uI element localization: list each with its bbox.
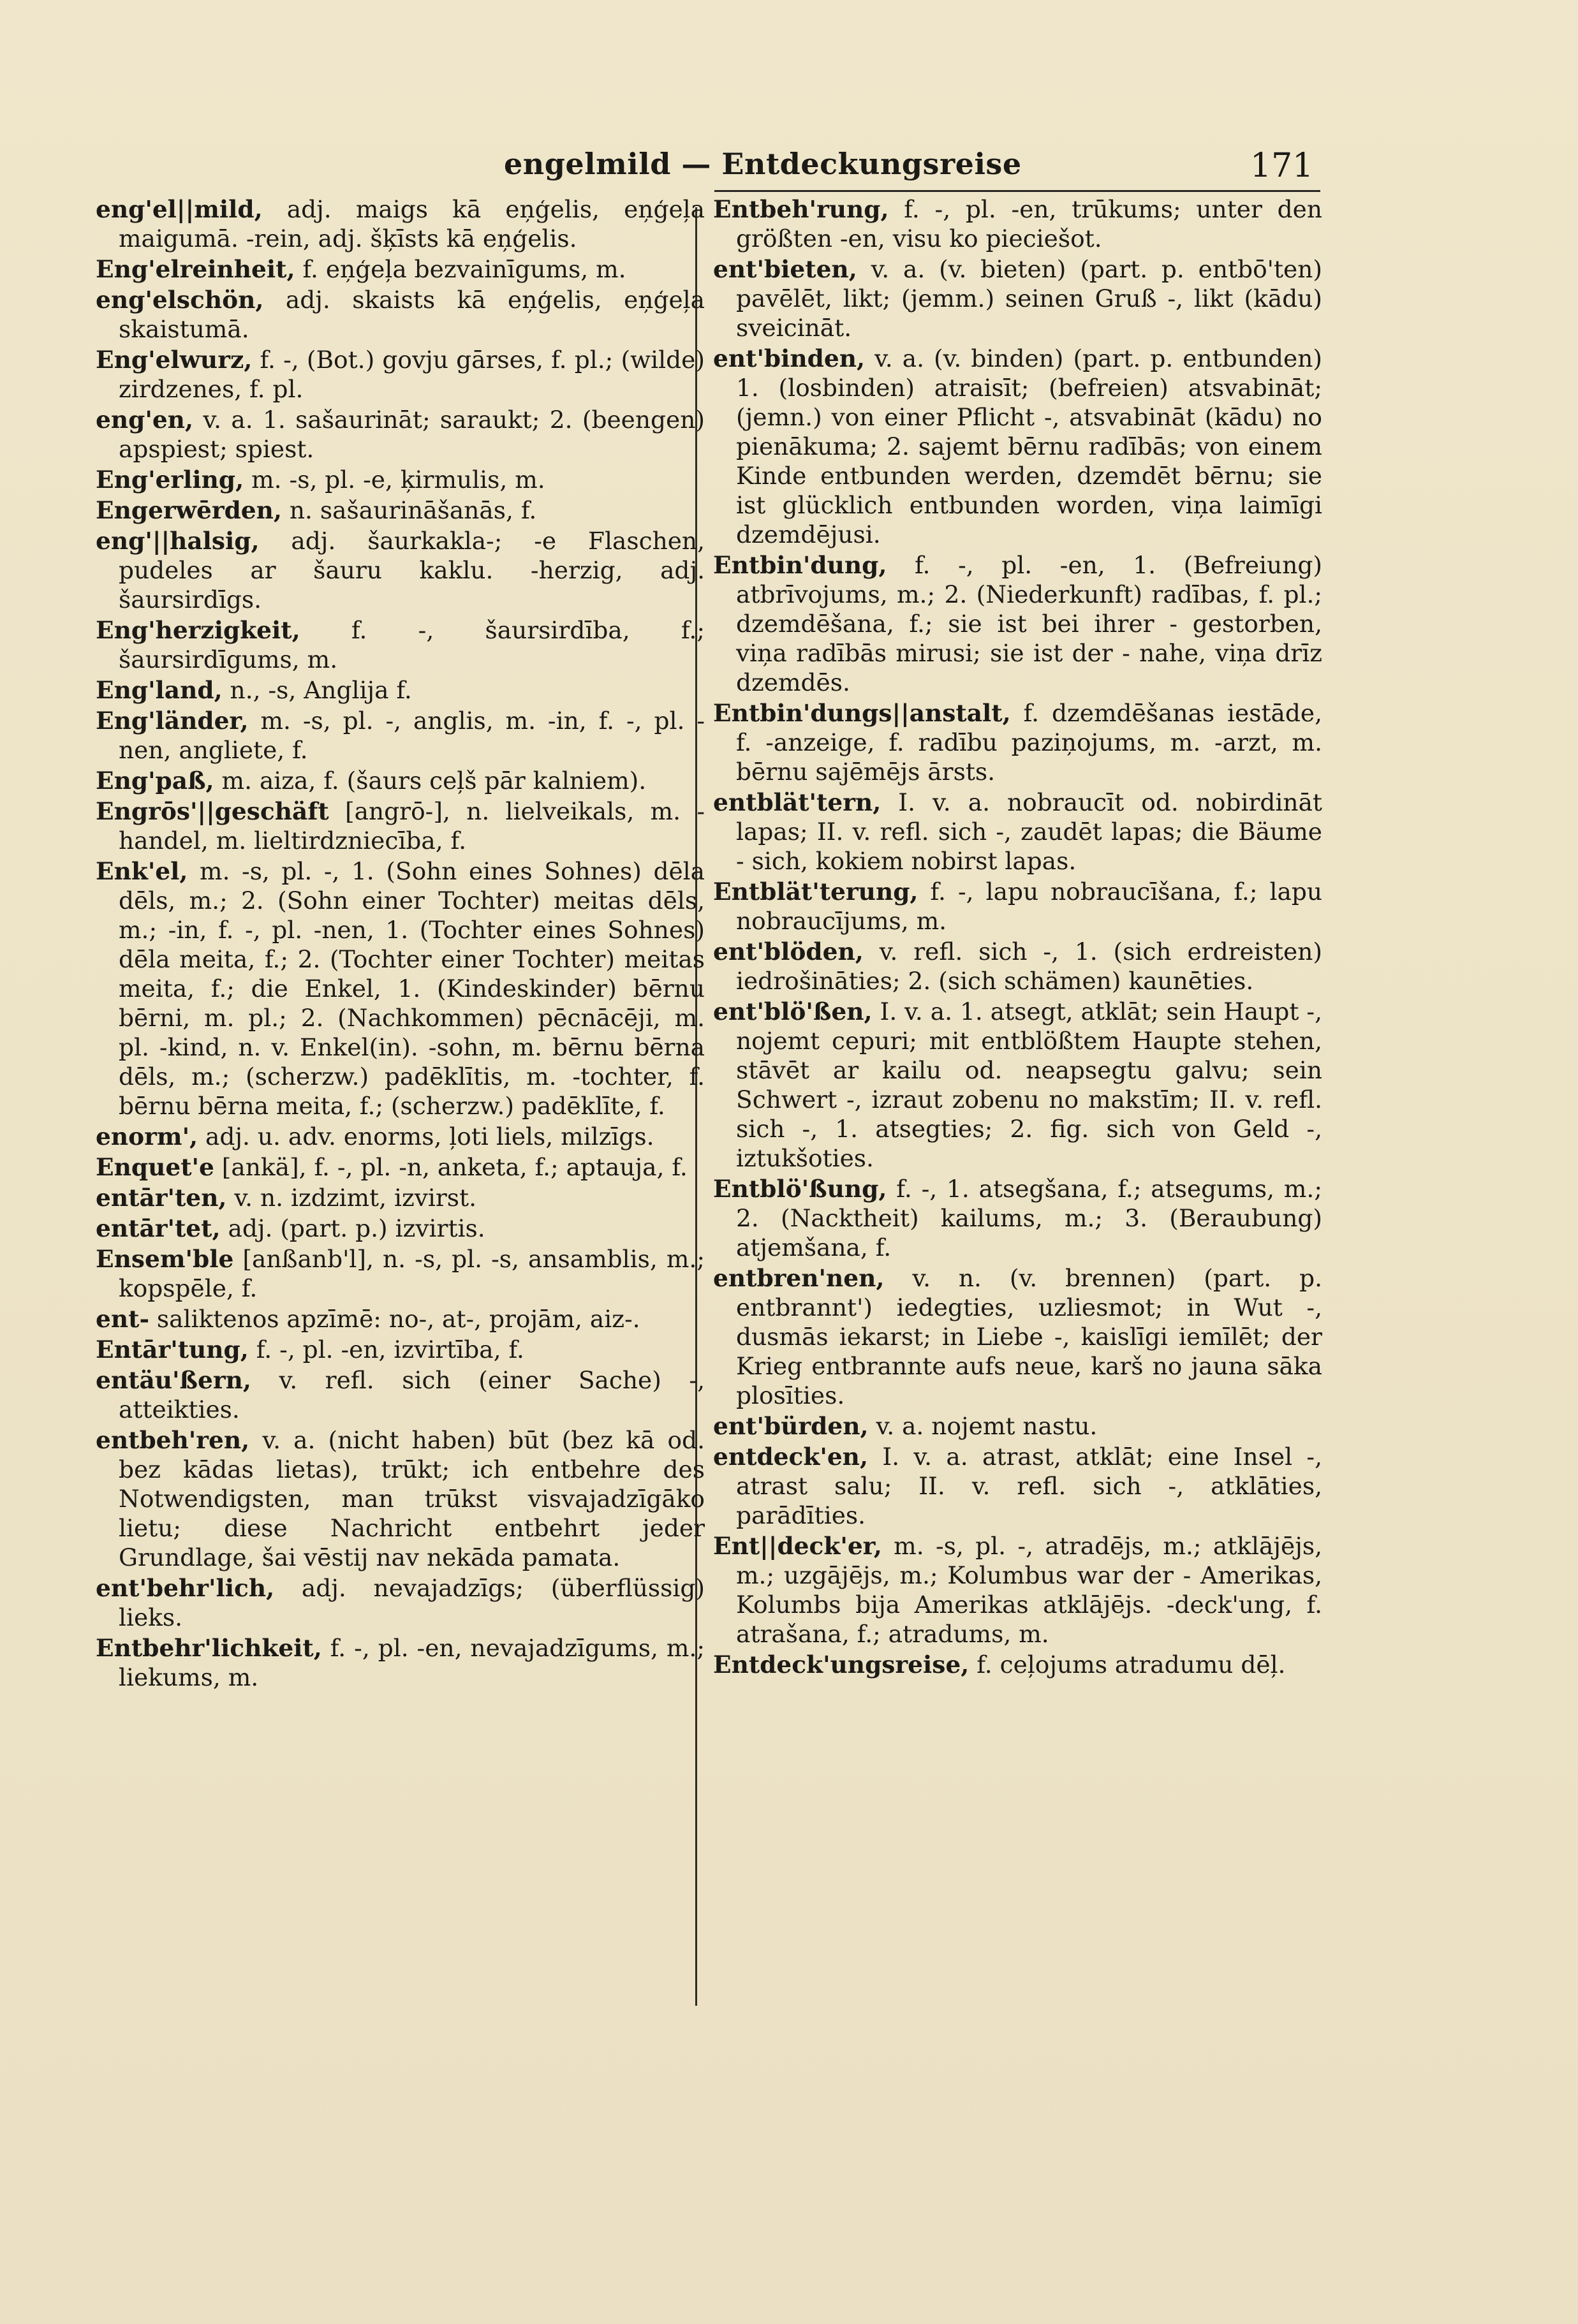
dictionary-entry [713, 550, 1322, 697]
entry-headword: Entbehr'lichkeit, [96, 1634, 322, 1662]
entry-definition: v. a. nojemt nastu. [868, 1412, 1098, 1440]
entry-headword: entdeck'en, [713, 1443, 868, 1471]
dictionary-entry [96, 1304, 705, 1334]
entry-headword: Eng'länder, [96, 707, 249, 735]
entry-headword: Enk'el, [96, 857, 188, 885]
entry-definition: v. n. (v. brennen) (part. p. entbrannt') iedegties, uzliesmot; in Wut -, dusmās iekarst; in Liebe -, kaislīgi iemīlēt; der Krieg entbrannte aufs neue, karš no jauna sāka plosīties. [736, 1264, 1322, 1409]
entry-definition: [anßanb'l], n. -s, pl. -s, ansamblis, m.; kopspēle, f. [119, 1245, 705, 1302]
entry-definition: I. v. a. 1. atsegt, atklāt; sein Haupt -, nojemt cepuri; mit entblößtem Haupte stehen, stāvēt ar kailu od. neapsegtu galvu; sein Schwert -, izraut zobenu no makstīm; II. v. refl. sich -, 1. atsegties; 2. fig. sich von Geld -, iztukšoties. [736, 997, 1322, 1172]
entry-headword: enorm', [96, 1122, 198, 1151]
entry-headword: ent'blöden, [713, 938, 864, 966]
entry-headword: ent'binden, [713, 344, 866, 372]
entry-definition: v. refl. sich (einer Sache) -, atteikties. [119, 1366, 705, 1423]
entry-definition: f. -, šaursirdība, f.; šaursirdīgums, m. [119, 616, 705, 673]
dictionary-entry [96, 1244, 705, 1303]
dictionary-entry [713, 1442, 1322, 1530]
entry-definition: adj. (part. p.) izvirtis. [220, 1214, 485, 1242]
dictionary-entry [713, 1411, 1322, 1441]
running-head: engelmild — Entdeckungsreise [504, 147, 1022, 181]
entry-headword: Ent||deck'er, [713, 1532, 882, 1560]
entry-definition: f. -, (Bot.) govju gārses, f. pl.; (wilde) zirdzenes, f. pl. [119, 346, 705, 403]
entry-headword: Eng'elwurz, [96, 346, 253, 374]
entry-definition: v. a. 1. sašaurināt; saraukt; 2. (beengen) apspiest; spiest. [119, 406, 705, 463]
entry-definition: v. a. (nicht haben) būt (bez kā od. bez kādas lietas), trūkt; ich entbehre des Notwendigsten, man trūkst visvajadzīgāko lietu; diese Nachricht entbehrt jeder Grundlage, šai vēstij nav nekāda pamata. [119, 1426, 705, 1571]
entry-definition: saliktenos apzīmē: no-, at-, projām, aiz-. [149, 1305, 640, 1333]
dictionary-entry [713, 1650, 1322, 1679]
entry-headword: entbren'nen, [713, 1264, 885, 1292]
dictionary-entry [96, 706, 705, 765]
entry-definition: n. sašaurināšanās, f. [281, 496, 537, 524]
entry-headword: ent'bieten, [713, 255, 857, 283]
entry-headword: eng'elschön, [96, 286, 264, 314]
entry-headword: Entbeh'rung, [713, 195, 889, 223]
dictionary-entry [96, 1152, 705, 1182]
page-header [0, 134, 1578, 185]
entry-definition: v. n. izdzimt, izvirst. [226, 1184, 477, 1212]
entry-definition: m. -s, pl. -e, ķirmulis, m. [244, 466, 545, 494]
dictionary-entry [96, 797, 705, 855]
dictionary-entry [713, 1531, 1322, 1649]
entry-headword: entār'ten, [96, 1184, 227, 1212]
entry-headword: Eng'herzigkeit, [96, 616, 300, 644]
dictionary-entry [96, 675, 705, 705]
dictionary-entry [96, 1214, 705, 1243]
dictionary-entry [96, 405, 705, 464]
entry-headword: Eng'elreinheit, [96, 255, 295, 283]
dictionary-entry [96, 1335, 705, 1364]
entry-definition: v. a. (v. bieten) (part. p. entbō'ten) pavēlēt, likt; (jemm.) seinen Gruß -, likt (kādu) sveicināt. [736, 255, 1322, 342]
dictionary-entry [713, 254, 1322, 342]
entry-headword: Enquet'e [96, 1153, 214, 1181]
entry-headword: Entār'tung, [96, 1335, 249, 1364]
dictionary-entry [96, 1573, 705, 1632]
entry-definition: m. -s, pl. -, anglis, m. -in, f. -, pl. -nen, angliete, f. [119, 707, 705, 764]
entry-headword: Entblö'ßung, [713, 1175, 887, 1203]
dictionary-entry [96, 766, 705, 795]
entry-headword: Entblät'terung, [713, 878, 918, 906]
entry-definition: adj. nevajadzīgs; (überflüssig) lieks. [119, 1574, 705, 1631]
dictionary-entry [713, 1174, 1322, 1262]
entry-headword: Eng'erling, [96, 466, 244, 494]
entry-headword: eng'en, [96, 406, 194, 434]
entry-definition: [ankä], f. -, pl. -n, anketa, f.; aptauja, f. [214, 1153, 688, 1181]
entry-headword: Ensem'ble [96, 1245, 234, 1273]
entry-definition: f. -, pl. -en, izvirtība, f. [248, 1335, 524, 1364]
dictionary-entry [713, 788, 1322, 876]
entry-headword: Entbin'dung, [713, 551, 887, 579]
entry-headword: ent'blö'ßen, [713, 997, 873, 1026]
entry-definition: adj. šaurkakla-; -e Flaschen, pudeles ar šauru kaklu. -herzig, adj. šaursirdīgs. [119, 527, 705, 614]
entry-headword: eng'||halsig, [96, 527, 260, 555]
dictionary-entry [713, 997, 1322, 1173]
entry-headword: Engerwērden, [96, 496, 282, 524]
entry-definition: m. aiza, f. (šaurs ceļš pār kalniem). [214, 767, 647, 795]
entry-definition: v. a. (v. binden) (part. p. entbunden) 1. (losbinden) atraisīt; (befreien) atsvabināt; (jemn.) von einer Pflicht -, atsvabināt (kādu) no pienākuma; 2. sajemt bērnu radībās; von einem Kinde entbunden werden, dzemdēt bērnu; sie ist glücklich entbunden worden, viņa laimīgi dzemdējusi. [736, 344, 1322, 548]
dictionary-entry [96, 1183, 705, 1212]
dictionary-entry [96, 285, 705, 344]
entry-definition: m. -s, pl. -, 1. (Sohn eines Sohnes) dēla dēls, m.; 2. (Sohn einer Tochter) meitas dēls, m.; -in, f. -, pl. -nen, 1. (Tochter eines Sohnes) dēla meita, f.; 2. (Tochter einer Tochter) meitas meita, f.; die Enkel, 1. (Kindeskinder) bērnu bērni, m. pl.; 2. (Nachkommen) pēcnācēji, m. pl. -kind, n. v. Enkel(in). -sohn, m. bērnu bērna dēls, m.; (scherzw.) padēklītis, m. -tochter, f. bērnu bērna meita, f.; (scherzw.) padēklīte, f. [119, 857, 705, 1120]
dictionary-entry [713, 877, 1322, 936]
dictionary-entry [96, 345, 705, 404]
dictionary-entry [713, 1263, 1322, 1410]
dictionary-entry [96, 465, 705, 494]
left-column [96, 195, 705, 1693]
entry-definition: f. -, lapu nobraucīšana, f.; lapu nobraucījums, m. [736, 878, 1322, 935]
entry-headword: Eng'land, [96, 676, 223, 704]
entry-definition: f. -, 1. atsegšana, f.; atsegums, m.; 2. (Nacktheit) kailums, m.; 3. (Beraubung) atjemšana, f. [736, 1175, 1322, 1261]
entry-definition: f. -, pl. -en, trūkums; unter den größten -en, visu ko pieciešot. [736, 195, 1322, 253]
dictionary-entry [713, 937, 1322, 996]
entry-definition: I. v. a. nobraucīt od. nobirdināt lapas; II. v. refl. sich -, zaudēt lapas; die Bäume - sich, kokiem nobirst lapas. [736, 788, 1322, 875]
entry-headword: entbeh'ren, [96, 1426, 250, 1454]
entry-headword: ent'behr'lich, [96, 1574, 275, 1602]
dictionary-entry [713, 698, 1322, 786]
entry-definition: adj. maigs kā eņģelis, eņģeļa maigumā. -rein, adj. šķīsts kā eņģelis. [119, 195, 705, 253]
entry-headword: ent'bürden, [713, 1412, 869, 1440]
dictionary-entry [96, 1425, 705, 1572]
entry-definition: m. -s, pl. -, atradējs, m.; atklājējs, m.; uzgājējs, m.; Kolumbus war der - Amerikas, Kolumbs bija Amerikas atklājējs. -deck'ung, f. atrašana, f.; atradums, m. [736, 1532, 1322, 1648]
dictionary-entry [96, 615, 705, 674]
entry-definition: f. dzemdēšanas iestāde, f. -anzeige, f. radību paziņojums, m. -arzt, m. bērnu sajēmējs ārsts. [736, 699, 1322, 786]
dictionary-entry [96, 857, 705, 1121]
entry-headword: entār'tet, [96, 1214, 221, 1242]
entry-definition: I. v. a. atrast, atklāt; eine Insel -, atrast salu; II. v. refl. sich -, atklāties, parādīties. [736, 1443, 1322, 1529]
right-column [713, 195, 1322, 1680]
dictionary-entry [96, 526, 705, 614]
entry-headword: Eng'paß, [96, 767, 214, 795]
entry-definition: [angrō-], n. lielveikals, m. -handel, m. lieltirdzniecība, f. [119, 797, 705, 855]
dictionary-entry [96, 1365, 705, 1424]
entry-headword: entblät'tern, [713, 788, 881, 816]
header-rule [714, 190, 1320, 192]
dictionary-entry [96, 1122, 705, 1151]
entry-headword: Entbin'dungs||anstalt, [713, 699, 1011, 727]
entry-definition: f. eņģeļa bezvainīgums, m. [295, 255, 626, 283]
entry-headword: eng'el||mild, [96, 195, 263, 223]
dictionary-entry [713, 195, 1322, 253]
entry-definition: f. ceļojums atradumu dēļ. [969, 1651, 1286, 1679]
page-number: 171 [1250, 147, 1314, 185]
dictionary-entry [96, 195, 705, 253]
entry-headword: Entdeck'ungsreise, [713, 1651, 970, 1679]
entry-definition: v. refl. sich -, 1. (sich erdreisten) iedrošināties; 2. (sich schämen) kaunēties. [736, 938, 1322, 995]
entry-headword: Engrōs'||geschäft [96, 797, 329, 825]
entry-definition: f. -, pl. -en, nevajadzīgums, m.; liekums, m. [119, 1634, 705, 1691]
dictionary-entry [96, 496, 705, 525]
entry-definition: adj. u. adv. enorms, ļoti liels, milzīgs. [198, 1122, 654, 1151]
entry-definition: n., -s, Anglija f. [222, 676, 412, 704]
entry-definition: f. -, pl. -en, 1. (Befreiung) atbrīvojums, m.; 2. (Niederkunft) radības, f. pl.; dzemdēšana, f.; sie ist bei ihrer - gestorben, viņa radībās mirusi; sie ist der - nahe, viņa drīz dzemdēs. [736, 551, 1322, 696]
entry-definition: adj. skaists kā eņģelis, eņģeļa skaistumā. [119, 286, 705, 343]
dictionary-entry [713, 344, 1322, 549]
dictionary-entry [96, 1633, 705, 1692]
dictionary-entry [96, 254, 705, 284]
entry-headword: entäu'ßern, [96, 1366, 251, 1394]
entry-headword: ent- [96, 1305, 150, 1333]
